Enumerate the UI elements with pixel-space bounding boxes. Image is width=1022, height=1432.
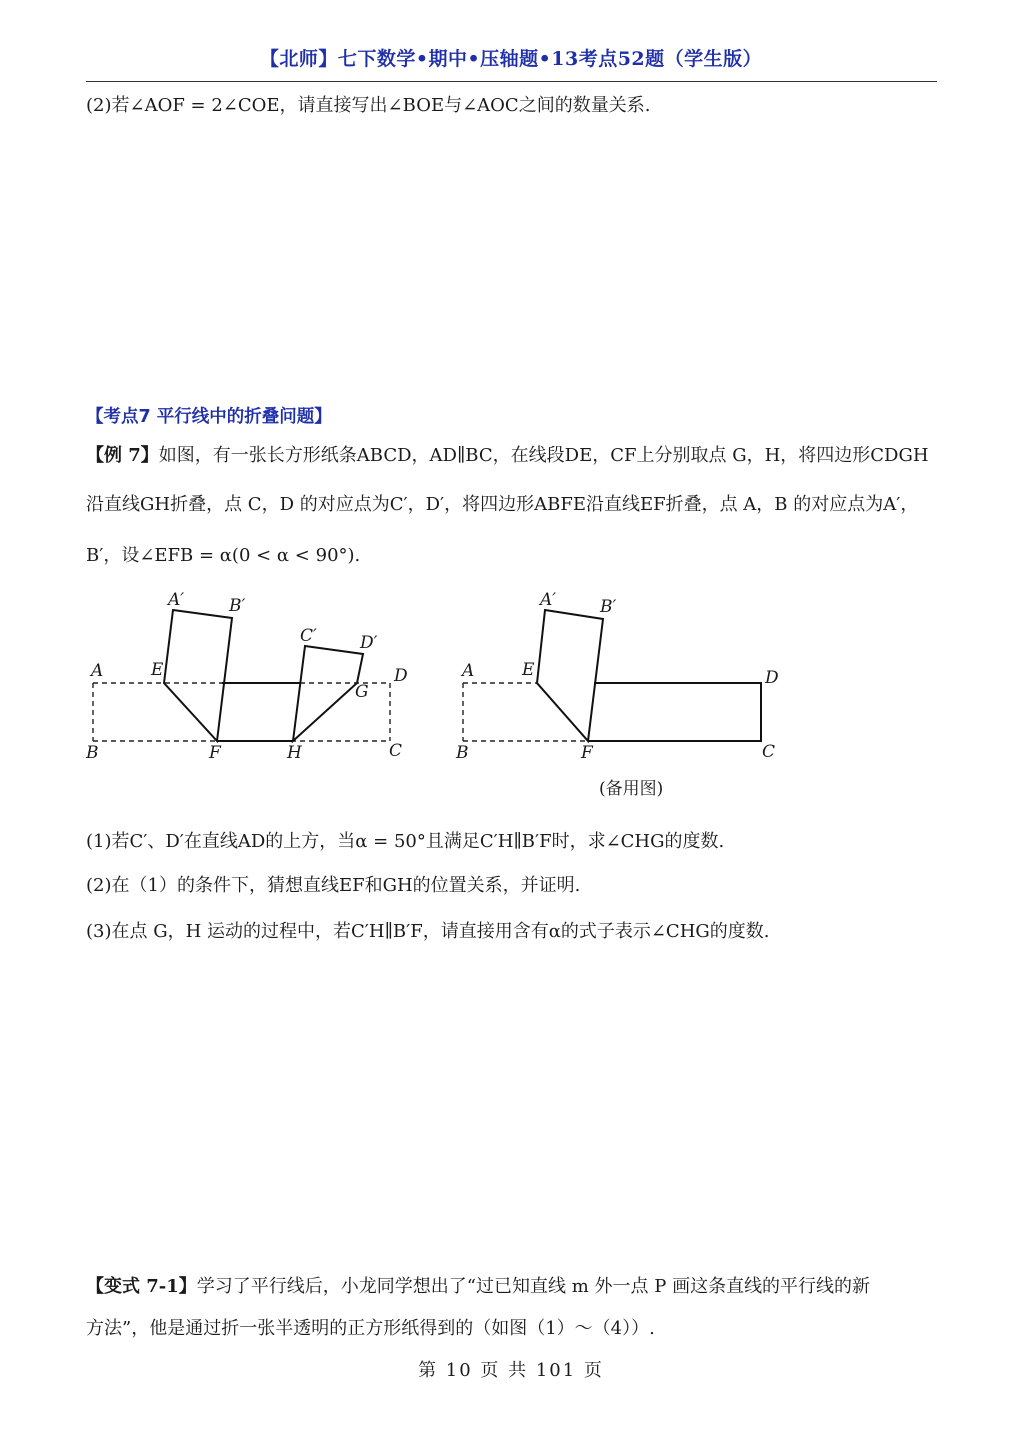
fig1-label-a-prime: A′ (168, 590, 185, 610)
fig1-label-b-prime: B′ (229, 596, 246, 616)
fig1-label-c-prime: C′ (300, 626, 317, 646)
variant-7-1-text-1: 学习了平行线后，小龙同学想出了“过已知直线 m 外一点 P 画这条直线的平行线的新 (196, 1276, 871, 1297)
fig1-label-c: C (389, 741, 403, 761)
fig2-label-d: D (765, 668, 779, 688)
variant-7-1-label: 【变式 7-1】 (86, 1276, 197, 1297)
fig2-label-b: B (456, 743, 469, 763)
figure-2-caption: (备用图) (599, 779, 664, 799)
example-7-text-1: 如图，有一张长方形纸条ABCD，AD∥BC，在线段DE，CF上分别取点 G，H，将四边形CDGH (158, 445, 929, 466)
fig2-label-e: E (522, 660, 535, 680)
question-2-top: (2)若∠AOF = 2∠COE，请直接写出∠BOE与∠AOC之间的数量关系. (86, 95, 651, 116)
fig2-remaining-rect (588, 683, 761, 741)
fig2-label-a-prime: A′ (540, 590, 557, 610)
fig1-label-g: G (355, 682, 369, 702)
question-1: (1)若C′、D′在直线AD的上方，当α = 50°且满足C′H∥B′F时，求∠CHG的度数. (86, 831, 725, 852)
fig2-label-b-prime: B′ (600, 597, 617, 617)
example-7-label: 【例 7】 (86, 445, 159, 466)
example-7-line-3: B′，设∠EFB = α(0 < α < 90°). (86, 545, 361, 566)
fig1-folded-quad-cdgh (293, 646, 363, 741)
fig1-label-f: F (209, 743, 221, 763)
question-2: (2)在（1）的条件下，猜想直线EF和GH的位置关系，并证明. (86, 875, 581, 896)
fig1-label-e: E (151, 660, 164, 680)
fig2-label-c: C (762, 742, 776, 762)
fig1-label-d: D (394, 666, 408, 686)
variant-7-1-line-1 (86, 1275, 870, 1299)
fig2-folded-quad-abfe (537, 610, 603, 741)
page-footer: 第 10 页 共 101 页 (418, 1360, 604, 1381)
page-header-title: 【北师】七下数学•期中•压轴题•13考点52题（学生版） (259, 48, 763, 70)
fig1-label-a: A (91, 661, 104, 681)
variant-7-1-line-2: 方法”，他是通过折一张半透明的正方形纸得到的（如图（1）～（4））. (86, 1318, 655, 1339)
fig2-label-f: F (581, 743, 593, 763)
fig2-label-a: A (462, 661, 475, 681)
fig1-label-d-prime: D′ (360, 633, 378, 653)
fig1-label-b: B (86, 743, 99, 763)
section-heading-7: 【考点7 平行线中的折叠问题】 (86, 407, 332, 427)
question-3: (3)在点 G，H 运动的过程中，若C′H∥B′F，请直接用含有α的式子表示∠CHG的度数. (86, 921, 770, 942)
example-7-line-2: 沿直线GH折叠，点 C，D 的对应点为C′，D′，将四边形ABFE沿直线EF折叠，点 A，B 的对应点为A′， (86, 494, 919, 515)
fig1-label-h: H (287, 743, 302, 763)
fig1-folded-quad-abfe (164, 610, 232, 741)
